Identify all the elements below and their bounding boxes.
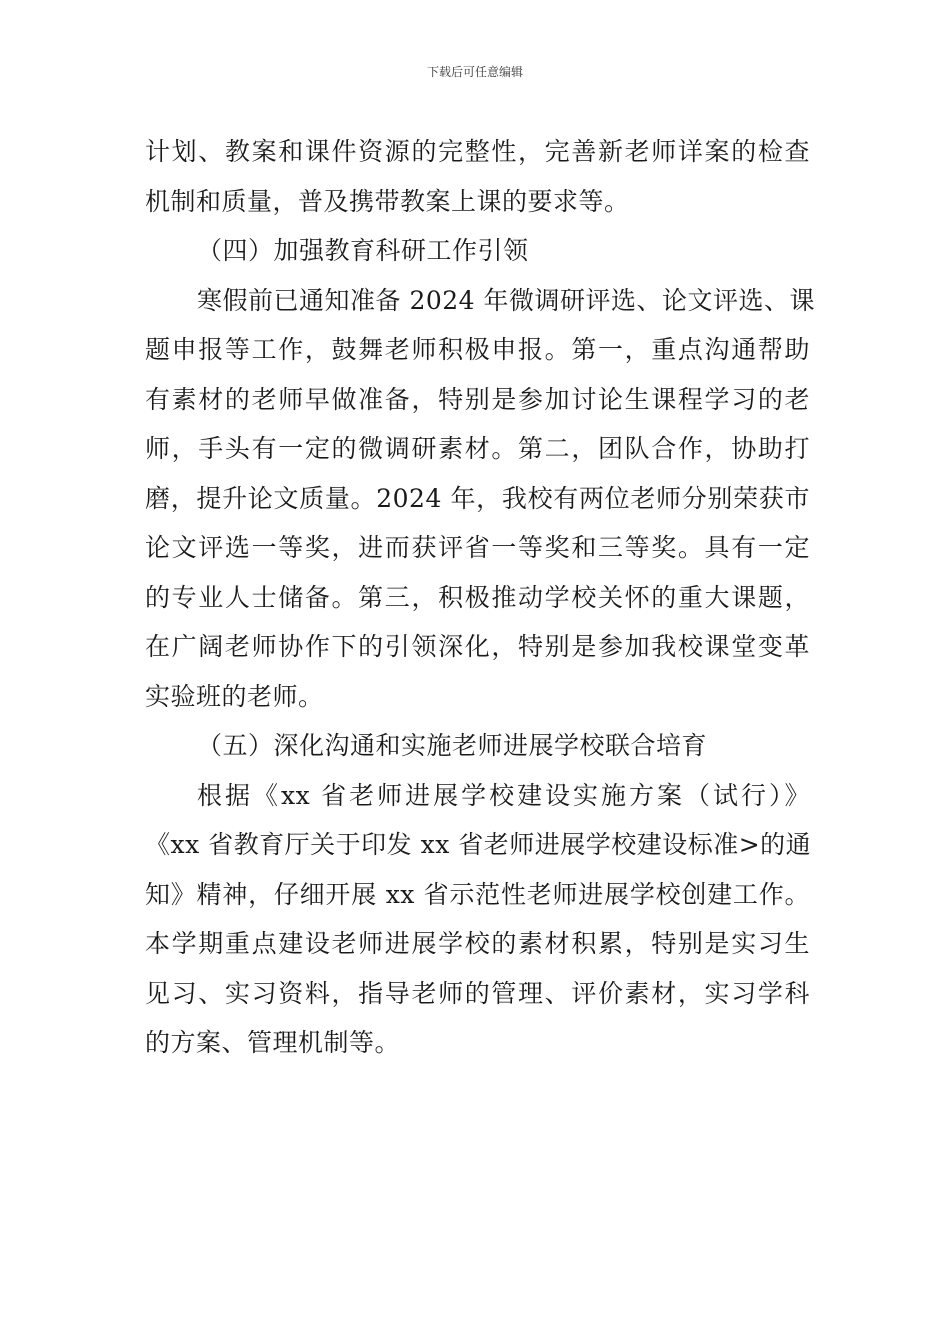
section-heading: （五）深化沟通和实施老师进展学校联合培育 [197,731,708,760]
body-line: 计划、教案和课件资源的完整性，完善新老师详案的检查 [145,137,810,166]
body-line: 有素材的老师早做准备，特别是参加讨论生课程学习的老 [145,384,810,414]
body-line: 知》精神，仔细开展 xx 省示范性老师进展学校创建工作。 [145,879,810,909]
body-line: 题申报等工作，鼓舞老师积极申报。第一，重点沟通帮助 [145,335,810,364]
section-heading: （四）加强教育科研工作引领 [197,236,529,265]
document-body [145,127,816,1068]
body-line: 的专业人士储备。第三，积极推动学校关怀的重大课题， [145,582,810,612]
body-line: 磨，提升论文质量。2024 年，我校有两位老师分别荣获市 [145,483,810,513]
body-line: 《xx 省教育厅关于印发 xx 省老师进展学校建设标准>的通 [145,830,812,859]
body-line: 的方案、管理机制等。 [145,1028,401,1057]
page-header: 下载后可任意编辑 [426,65,523,79]
body-line: 寒假前已通知准备 2024 年微调研评选、论文评选、课 [197,285,816,315]
body-line: 实验班的老师。 [145,681,324,711]
body-line: 本学期重点建设老师进展学校的素材积累，特别是实习生 [145,929,810,958]
body-line: 在广阔老师协作下的引领深化，特别是参加我校课堂变革 [145,632,810,661]
body-line: 见习、实习资料，指导老师的管理、评价素材，实习学科 [145,978,810,1008]
body-line: 机制和质量，普及携带教案上课的要求等。 [145,186,630,216]
body-line: 论文评选一等奖，进而获评省一等奖和三等奖。具有一定 [145,533,810,562]
body-line: 师，手头有一定的微调研素材。第二，团队合作，协助打 [145,434,810,463]
body-line: 根据《xx 省老师进展学校建设实施方案（试行）》 [197,780,810,810]
